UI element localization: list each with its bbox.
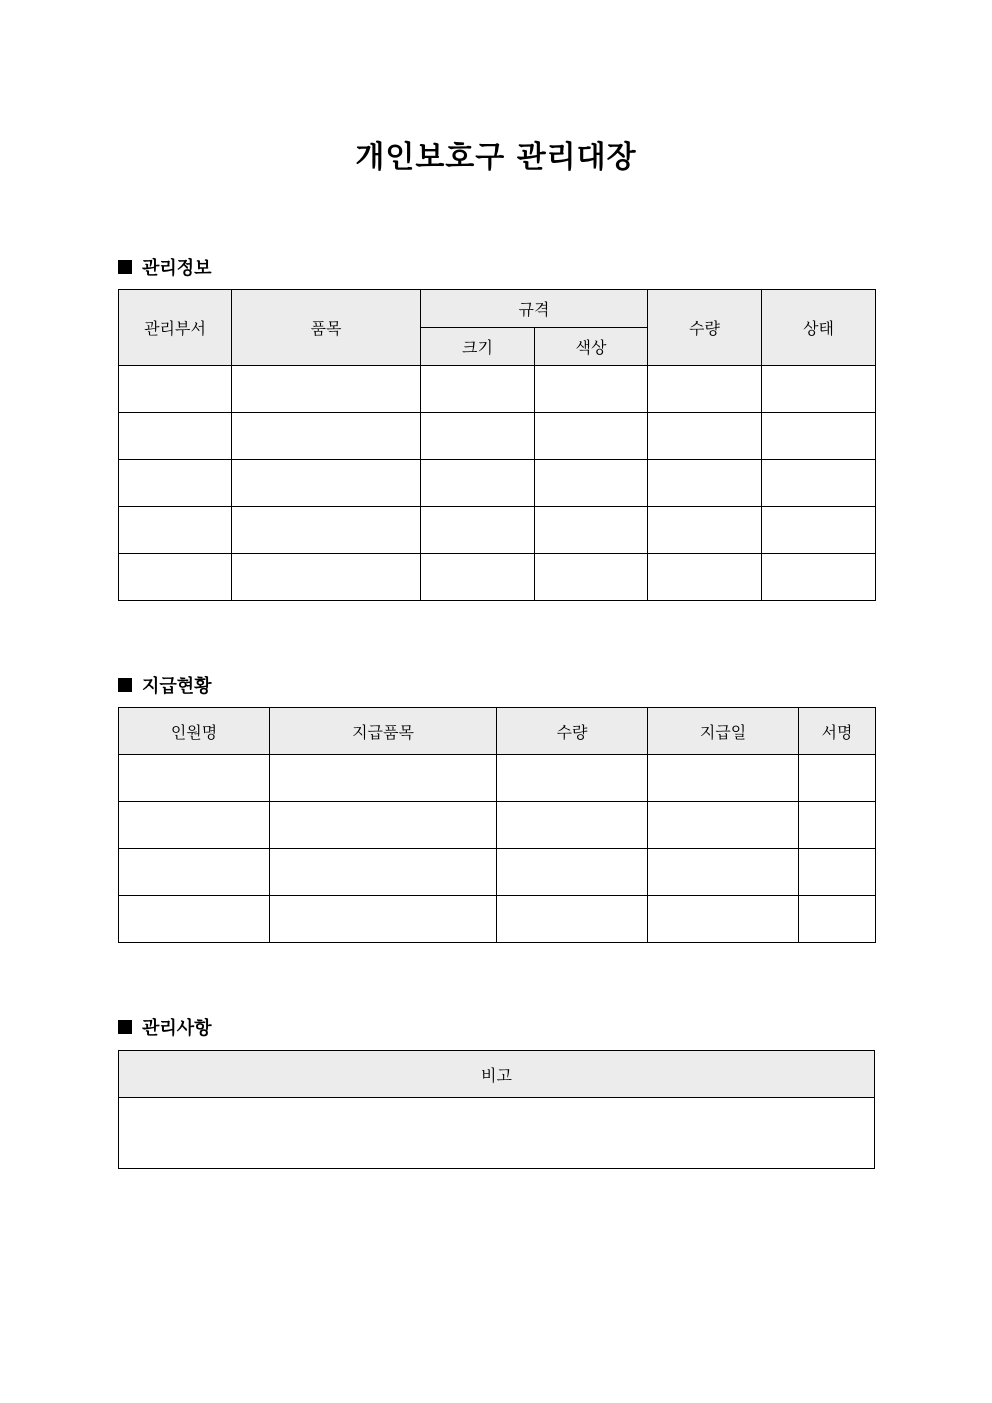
table-row bbox=[119, 507, 876, 554]
cell-signature[interactable] bbox=[799, 849, 876, 896]
cell-department[interactable] bbox=[119, 413, 232, 460]
cell-quantity[interactable] bbox=[497, 802, 648, 849]
header-spec: 규격 bbox=[421, 290, 648, 328]
cell-signature[interactable] bbox=[799, 802, 876, 849]
cell-status[interactable] bbox=[762, 507, 876, 554]
cell-status[interactable] bbox=[762, 554, 876, 601]
cell-item[interactable] bbox=[232, 413, 421, 460]
cell-size[interactable] bbox=[421, 507, 535, 554]
cell-quantity[interactable] bbox=[648, 460, 762, 507]
table-row bbox=[119, 460, 876, 507]
cell-status[interactable] bbox=[762, 366, 876, 413]
cell-person[interactable] bbox=[119, 896, 270, 943]
section-heading-management-notes bbox=[118, 1014, 212, 1040]
header-quantity: 수량 bbox=[648, 290, 762, 366]
cell-size[interactable] bbox=[421, 366, 535, 413]
cell-department[interactable] bbox=[119, 460, 232, 507]
table-row bbox=[119, 755, 876, 802]
header-color: 색상 bbox=[535, 328, 648, 366]
cell-person[interactable] bbox=[119, 802, 270, 849]
cell-signature[interactable] bbox=[799, 896, 876, 943]
cell-color[interactable] bbox=[535, 413, 648, 460]
table-row bbox=[119, 413, 876, 460]
cell-supplied-item[interactable] bbox=[270, 896, 497, 943]
management-notes-table bbox=[118, 1050, 875, 1169]
cell-supply-date[interactable] bbox=[648, 802, 799, 849]
cell-person[interactable] bbox=[119, 755, 270, 802]
table-row bbox=[119, 849, 876, 896]
cell-color[interactable] bbox=[535, 554, 648, 601]
section-label: 관리사항 bbox=[142, 1018, 212, 1039]
table-row bbox=[119, 366, 876, 413]
cell-size[interactable] bbox=[421, 460, 535, 507]
cell-status[interactable] bbox=[762, 413, 876, 460]
cell-department[interactable] bbox=[119, 554, 232, 601]
cell-supply-date[interactable] bbox=[648, 849, 799, 896]
square-bullet-icon bbox=[118, 678, 132, 692]
table-row bbox=[119, 554, 876, 601]
cell-quantity[interactable] bbox=[648, 554, 762, 601]
header-status: 상태 bbox=[762, 290, 876, 366]
cell-department[interactable] bbox=[119, 366, 232, 413]
cell-quantity[interactable] bbox=[648, 507, 762, 554]
cell-color[interactable] bbox=[535, 460, 648, 507]
cell-quantity[interactable] bbox=[497, 849, 648, 896]
section-label: 관리정보 bbox=[142, 258, 212, 279]
header-person: 인원명 bbox=[119, 708, 270, 755]
section-label: 지급현황 bbox=[142, 676, 212, 697]
header-supply-date: 지급일 bbox=[648, 708, 799, 755]
page-title: 개인보호구 관리대장 bbox=[355, 140, 637, 175]
cell-quantity[interactable] bbox=[648, 413, 762, 460]
header-supplied-item: 지급품목 bbox=[270, 708, 497, 755]
cell-size[interactable] bbox=[421, 413, 535, 460]
cell-person[interactable] bbox=[119, 849, 270, 896]
header-department: 관리부서 bbox=[119, 290, 232, 366]
cell-quantity[interactable] bbox=[497, 755, 648, 802]
table-row bbox=[119, 802, 876, 849]
header-remarks: 비고 bbox=[119, 1051, 875, 1098]
section-heading-management-info bbox=[118, 254, 212, 280]
cell-quantity[interactable] bbox=[648, 366, 762, 413]
header-item: 품목 bbox=[232, 290, 421, 366]
cell-size[interactable] bbox=[421, 554, 535, 601]
cell-color[interactable] bbox=[535, 366, 648, 413]
remarks-field[interactable] bbox=[119, 1098, 875, 1169]
supply-status-table bbox=[118, 707, 876, 943]
header-quantity: 수량 bbox=[497, 708, 648, 755]
table-row bbox=[119, 896, 876, 943]
cell-status[interactable] bbox=[762, 460, 876, 507]
square-bullet-icon bbox=[118, 260, 132, 274]
cell-quantity[interactable] bbox=[497, 896, 648, 943]
cell-supply-date[interactable] bbox=[648, 755, 799, 802]
cell-supply-date[interactable] bbox=[648, 896, 799, 943]
cell-supplied-item[interactable] bbox=[270, 802, 497, 849]
cell-item[interactable] bbox=[232, 554, 421, 601]
cell-signature[interactable] bbox=[799, 755, 876, 802]
header-size: 크기 bbox=[421, 328, 535, 366]
cell-supplied-item[interactable] bbox=[270, 849, 497, 896]
cell-department[interactable] bbox=[119, 507, 232, 554]
management-info-table bbox=[118, 289, 876, 601]
cell-item[interactable] bbox=[232, 507, 421, 554]
cell-item[interactable] bbox=[232, 460, 421, 507]
section-heading-supply-status bbox=[118, 672, 212, 698]
cell-item[interactable] bbox=[232, 366, 421, 413]
cell-color[interactable] bbox=[535, 507, 648, 554]
square-bullet-icon bbox=[118, 1020, 132, 1034]
cell-supplied-item[interactable] bbox=[270, 755, 497, 802]
header-signature: 서명 bbox=[799, 708, 876, 755]
